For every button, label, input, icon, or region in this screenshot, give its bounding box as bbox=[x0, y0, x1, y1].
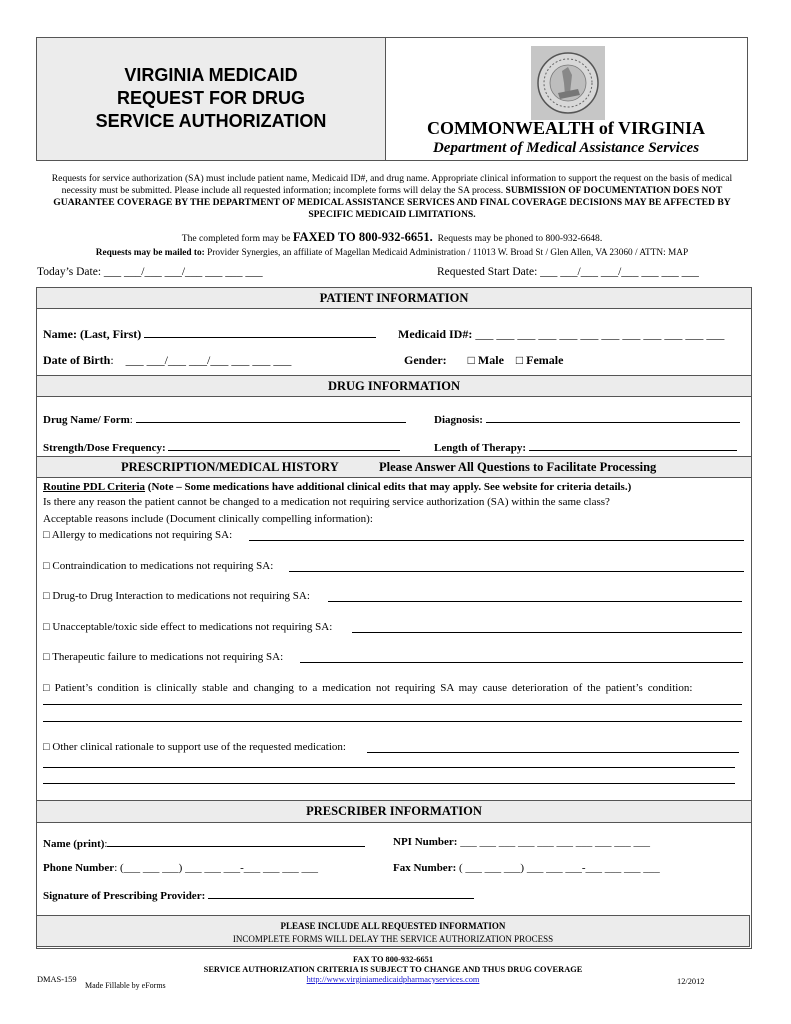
signature-field[interactable] bbox=[43, 888, 474, 902]
length-of-therapy-label: Length of Therapy: bbox=[434, 442, 527, 454]
npi-number-blank[interactable]: ___ ___ ___ ___ ___ ___ ___ ___ ___ ___ bbox=[460, 836, 650, 848]
form-title bbox=[37, 64, 385, 133]
footer-notice-line-2: INCOMPLETE FORMS WILL DELAY THE SERVICE AUTHORIZATION PROCESS bbox=[232, 934, 554, 944]
fax-number-blank[interactable]: ( ___ ___ ___) ___ ___ ___-___ ___ ___ ___ bbox=[459, 862, 660, 874]
therapeutic-failure-checkbox[interactable]: □ Therapeutic failure to medications not requiring SA: bbox=[43, 651, 284, 663]
bottom-fax: FAX TO 800-932-6651 bbox=[352, 955, 434, 964]
acceptable-reasons: Acceptable reasons include (Document clinically compelling information): bbox=[43, 513, 373, 525]
todays-date-label: Today’s Date: bbox=[37, 266, 102, 278]
commonwealth-title: COMMONWEALTH of VIRGINIA bbox=[426, 118, 706, 138]
stable-condition-input-2[interactable] bbox=[43, 721, 742, 722]
contraindication-input[interactable] bbox=[289, 571, 744, 572]
date-of-birth-colon: : bbox=[110, 353, 114, 367]
drug-interaction-input[interactable] bbox=[328, 601, 742, 602]
drug-name-field[interactable] bbox=[43, 412, 406, 426]
npi-number-field[interactable] bbox=[393, 836, 650, 848]
website-link[interactable]: http://www.virginiamedicaidpharmacyservices.com bbox=[306, 975, 480, 984]
requested-start-date-field[interactable] bbox=[437, 266, 699, 278]
mail-instructions bbox=[36, 248, 748, 258]
sa-question: Is there any reason the patient cannot be changed to a medication not requiring service authorization (SA) within the same class? bbox=[43, 496, 610, 508]
diagnosis-label: Diagnosis: bbox=[434, 414, 483, 426]
todays-date-field[interactable] bbox=[37, 266, 263, 278]
prescriber-information-heading: PRESCRIBER INFORMATION bbox=[37, 801, 751, 823]
stable-condition-input-1[interactable] bbox=[43, 704, 742, 705]
other-rationale-input-3[interactable] bbox=[43, 783, 735, 784]
answer-all-questions-note: Please Answer All Questions to Facilitate Processing bbox=[379, 460, 657, 474]
patient-name-input[interactable] bbox=[144, 327, 376, 338]
medicaid-id-field[interactable] bbox=[398, 327, 724, 342]
routine-pdl-note: (Note – Some medications have additional clinical edits that may apply. See website for criteria details.) bbox=[147, 481, 632, 493]
routine-pdl-label: Routine PDL Criteria bbox=[43, 481, 146, 493]
phone-number-field[interactable] bbox=[43, 862, 318, 874]
title-line-2: REQUEST FOR DRUG bbox=[116, 88, 305, 108]
request-form bbox=[36, 287, 752, 949]
strength-dose-input[interactable] bbox=[168, 440, 400, 451]
prescriber-name-input[interactable] bbox=[107, 836, 365, 847]
phone-number-blank[interactable]: : (___ ___ ___) ___ ___ ___-___ ___ ___ ___ bbox=[114, 862, 318, 874]
title-box bbox=[37, 38, 386, 160]
other-rationale-checkbox[interactable]: □ Other clinical rationale to support use of the requested medication: bbox=[43, 741, 346, 753]
drug-name-input[interactable] bbox=[136, 412, 406, 423]
side-effect-checkbox[interactable]: □ Unacceptable/toxic side effect to medications not requiring SA: bbox=[43, 621, 333, 633]
form-header bbox=[36, 37, 748, 161]
footer-notice-line-1: PLEASE INCLUDE ALL REQUESTED INFORMATION bbox=[280, 921, 506, 931]
allergy-checkbox[interactable]: □ Allergy to medications not requiring SA: bbox=[43, 529, 233, 541]
form-id: DMAS-159 bbox=[37, 975, 77, 984]
contraindication-checkbox[interactable]: □ Contraindication to medications not requiring SA: bbox=[43, 560, 274, 572]
stable-condition-checkbox[interactable]: □ Patient’s condition is clinically stable and changing to a medication not requiring SA may cause deterioration of the patient’s condition: bbox=[43, 682, 693, 694]
patient-name-field[interactable] bbox=[43, 327, 376, 342]
drug-name-label: Drug Name/ Form bbox=[43, 414, 130, 426]
side-effect-input[interactable] bbox=[352, 632, 742, 633]
strength-dose-label: Strength/Dose Frequency: bbox=[43, 442, 166, 454]
prescriber-name-label: Name (print) bbox=[43, 838, 105, 850]
date-of-birth-field[interactable] bbox=[43, 353, 291, 368]
department-name: Department of Medical Assistance Services bbox=[432, 140, 700, 156]
intro-disclaimer: SUBMISSION OF DOCUMENTATION DOES NOT GUARANTEE COVERAGE BY THE DEPARTMENT OF MEDICAL ASSISTANCE SERVICES AND FINAL COVERAGE DECISIONS MAY BE AFFECTED BY SPECIFIC MEDICAID LIMITATIONS. bbox=[53, 185, 731, 220]
fax-instructions bbox=[36, 230, 748, 245]
todays-date-blank[interactable]: ___ ___/___ ___/___ ___ ___ ___ bbox=[103, 266, 263, 278]
requested-start-date-label: Requested Start Date: bbox=[437, 266, 538, 278]
drug-interaction-checkbox[interactable]: □ Drug-to Drug Interaction to medications not requiring SA: bbox=[43, 590, 310, 602]
length-of-therapy-input[interactable] bbox=[529, 440, 737, 451]
patient-information-heading: PATIENT INFORMATION bbox=[37, 288, 751, 309]
footer-notice bbox=[36, 915, 750, 947]
phone-instructions: Requests may be phoned to 800-932-6648. bbox=[437, 233, 603, 244]
revision-date: 12/2012 bbox=[677, 977, 705, 986]
fax-prefix: The completed form may be bbox=[181, 233, 291, 244]
gender-male-checkbox[interactable]: □ Male bbox=[467, 353, 504, 367]
medicaid-id-blank[interactable]: ___ ___ ___ ___ ___ ___ ___ ___ ___ ___ ___ ___ bbox=[475, 327, 725, 341]
bottom-criteria: SERVICE AUTHORIZATION CRITERIA IS SUBJECT TO CHANGE AND THUS DRUG COVERAGE bbox=[203, 965, 583, 974]
therapeutic-failure-input[interactable] bbox=[300, 662, 743, 663]
other-rationale-input-2[interactable] bbox=[43, 767, 735, 768]
fax-number: FAXED TO 800-932-6651. bbox=[292, 230, 433, 244]
prescription-history-title: PRESCRIPTION/MEDICAL HISTORY bbox=[121, 460, 339, 474]
fax-number-field[interactable] bbox=[393, 862, 660, 874]
prescriber-name-field[interactable] bbox=[43, 836, 365, 850]
signature-input[interactable] bbox=[208, 888, 474, 899]
gender-female-checkbox[interactable]: □ Female bbox=[515, 353, 564, 367]
diagnosis-field[interactable] bbox=[434, 412, 740, 426]
mail-label: Requests may be mailed to: bbox=[95, 248, 205, 258]
strength-dose-field[interactable] bbox=[43, 440, 400, 454]
intro-paragraph bbox=[36, 173, 748, 221]
fax-number-label: Fax Number: bbox=[393, 862, 457, 874]
allergy-input[interactable] bbox=[249, 540, 744, 541]
npi-number-label: NPI Number: bbox=[393, 836, 458, 848]
virginia-seal-icon bbox=[531, 46, 605, 120]
diagnosis-input[interactable] bbox=[486, 412, 740, 423]
patient-name-label: Name: (Last, First) bbox=[43, 327, 142, 341]
date-of-birth-blank[interactable]: ___ ___/___ ___/___ ___ ___ ___ bbox=[125, 353, 292, 367]
gender-field bbox=[404, 353, 563, 368]
gender-label: Gender: bbox=[404, 353, 447, 367]
signature-label: Signature of Prescribing Provider: bbox=[43, 890, 206, 902]
mail-address: Provider Synergies, an affiliate of Magellan Medicaid Administration / 11013 W. Broad St / Glen Allen, VA 23060 / ATTN: MAP bbox=[207, 248, 689, 258]
requested-start-date-blank[interactable]: ___ ___/___ ___/___ ___ ___ ___ bbox=[540, 266, 699, 278]
drug-name-colon: : bbox=[129, 414, 133, 426]
medicaid-id-label: Medicaid ID#: bbox=[398, 327, 473, 341]
title-line-3: SERVICE AUTHORIZATION bbox=[95, 111, 327, 131]
phone-number-label: Phone Number bbox=[43, 862, 115, 874]
intro-text: Requests for service authorization (SA) must include patient name, Medicaid ID#, and drug name. Appropriate clinical information to support the request on the basis of medical necessity must be submitted. Please include all requested information; incomplete forms will delay the SA process. bbox=[51, 173, 733, 196]
made-fillable-note: Made Fillable by eForms bbox=[85, 981, 166, 990]
prescription-history-heading bbox=[37, 457, 751, 478]
prescriber-name-colon: : bbox=[104, 838, 108, 850]
date-of-birth-label: Date of Birth bbox=[43, 353, 111, 367]
other-rationale-input-1[interactable] bbox=[367, 752, 739, 753]
routine-pdl-criteria bbox=[43, 481, 631, 493]
length-of-therapy-field[interactable] bbox=[434, 440, 737, 454]
drug-information-heading: DRUG INFORMATION bbox=[37, 376, 751, 397]
title-line-1: VIRGINIA MEDICAID bbox=[124, 65, 298, 85]
